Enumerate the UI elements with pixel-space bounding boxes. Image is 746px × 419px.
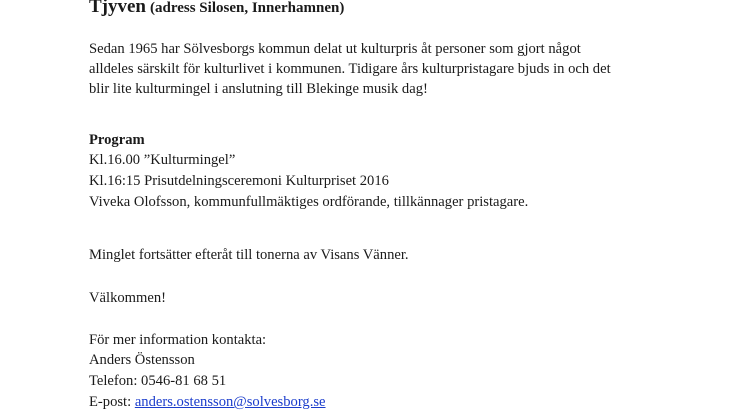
program-title: Program	[89, 132, 145, 148]
intro-line-1: Sedan 1965 har Sölvesborgs kommun delat ut kulturpris åt personer som gjort något	[89, 41, 581, 57]
contact-email-line	[89, 392, 326, 412]
program-item-1: Kl.16.00 ”Kulturmingel”	[89, 152, 236, 168]
program-item-3: Viveka Olofsson, kommunfullmäktiges ordförande, tillkännager pristagare.	[89, 194, 529, 210]
program-item-2: Kl.16:15 Prisutdelningsceremoni Kulturpriset 2016	[89, 173, 389, 189]
section-heading	[89, 0, 344, 20]
email-link[interactable]: anders.ostensson@solvesborg.se	[134, 394, 326, 410]
heading-subtitle: (adress Silosen, Innerhamnen)	[150, 0, 345, 16]
intro-line-3: blir lite kulturmingel i anslutning till Blekinge musik dag!	[89, 81, 428, 97]
contact-intro: För mer information kontakta:	[89, 332, 267, 348]
email-label: E-post:	[89, 394, 135, 410]
contact-phone: Telefon: 0546-81 68 51	[89, 373, 227, 389]
closing-text: Minglet fortsätter efteråt till tonerna av Visans Vänner.	[89, 247, 409, 263]
contact-name: Anders Östensson	[89, 352, 195, 368]
heading-title: Tjyven	[89, 0, 146, 17]
intro-line-2: alldeles särskilt för kulturlivet i kommunen. Tidigare års kulturpristagare bjuds in och det	[89, 61, 611, 77]
welcome-text: Välkommen!	[89, 290, 167, 306]
